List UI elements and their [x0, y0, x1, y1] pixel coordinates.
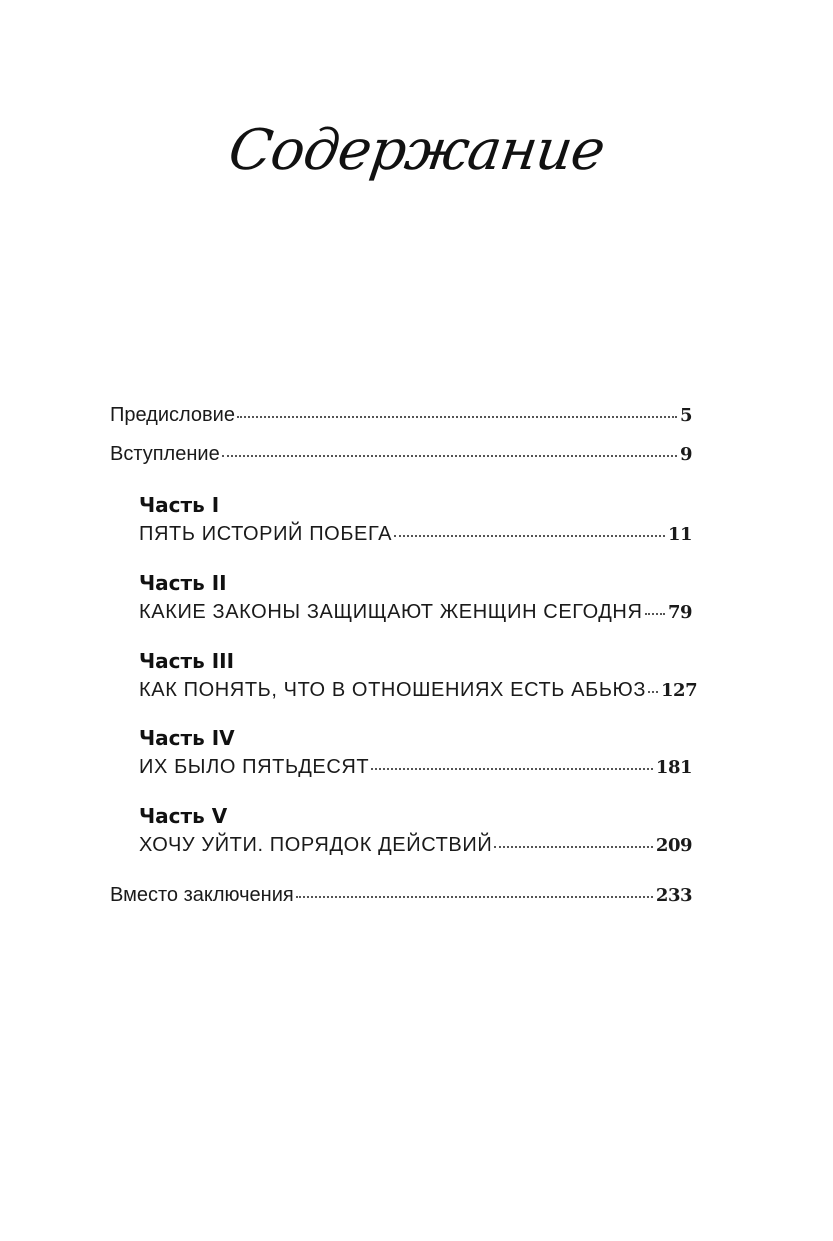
dot-leader [494, 846, 653, 848]
toc-entry-label: ПЯТЬ ИСТОРИЙ ПОБЕГА [139, 523, 393, 545]
toc-entry-label: Вступление [110, 443, 220, 465]
dot-leader [296, 896, 653, 898]
toc-entry-label: КАКИЕ ЗАКОНЫ ЗАЩИЩАЮТ ЖЕНЩИН СЕГОДНЯ [139, 601, 643, 623]
toc-page-number: 5 [679, 405, 692, 426]
toc-entry-part-4 [139, 756, 692, 779]
toc-entry-introduction [110, 443, 692, 466]
dot-leader [648, 691, 658, 693]
dot-leader [645, 613, 665, 615]
toc-entry-label: ХОЧУ УЙТИ. ПОРЯДОК ДЕЙСТВИЙ [139, 834, 493, 856]
toc-page-number: 181 [655, 757, 692, 778]
dot-leader [237, 416, 677, 418]
toc-entry-part-3 [139, 679, 698, 702]
toc-page-number: 9 [679, 444, 692, 465]
part-heading-2: Часть II [139, 571, 227, 595]
page-title: Содержание [224, 118, 609, 183]
toc-page-number: 233 [655, 885, 692, 906]
part-heading-3: Часть III [139, 649, 235, 673]
dot-leader [371, 768, 653, 770]
toc-entry-label: КАК ПОНЯТЬ, ЧТО В ОТНОШЕНИЯХ ЕСТЬ АБЬЮЗ [139, 679, 647, 701]
toc-page-number: 209 [655, 835, 692, 856]
toc-entry-part-5 [139, 834, 692, 857]
toc-page-number: 127 [661, 680, 698, 701]
toc-entry-label: Вместо заключения [110, 884, 294, 906]
part-heading-1: Часть I [139, 493, 220, 517]
toc-entry-part-1 [139, 523, 692, 546]
toc-page-number: 79 [667, 602, 692, 623]
part-heading-4: Часть IV [139, 726, 235, 750]
dot-leader [394, 535, 665, 537]
toc-entry-preface [110, 404, 692, 427]
toc-page-number: 11 [667, 524, 692, 545]
toc-entry-label: Предисловие [110, 404, 235, 426]
toc-entry-part-2 [139, 601, 692, 624]
toc-entry-conclusion [110, 884, 692, 907]
dot-leader [222, 455, 677, 457]
part-heading-5: Часть V [139, 804, 228, 828]
toc-entry-label: ИХ БЫЛО ПЯТЬДЕСЯТ [139, 756, 370, 778]
